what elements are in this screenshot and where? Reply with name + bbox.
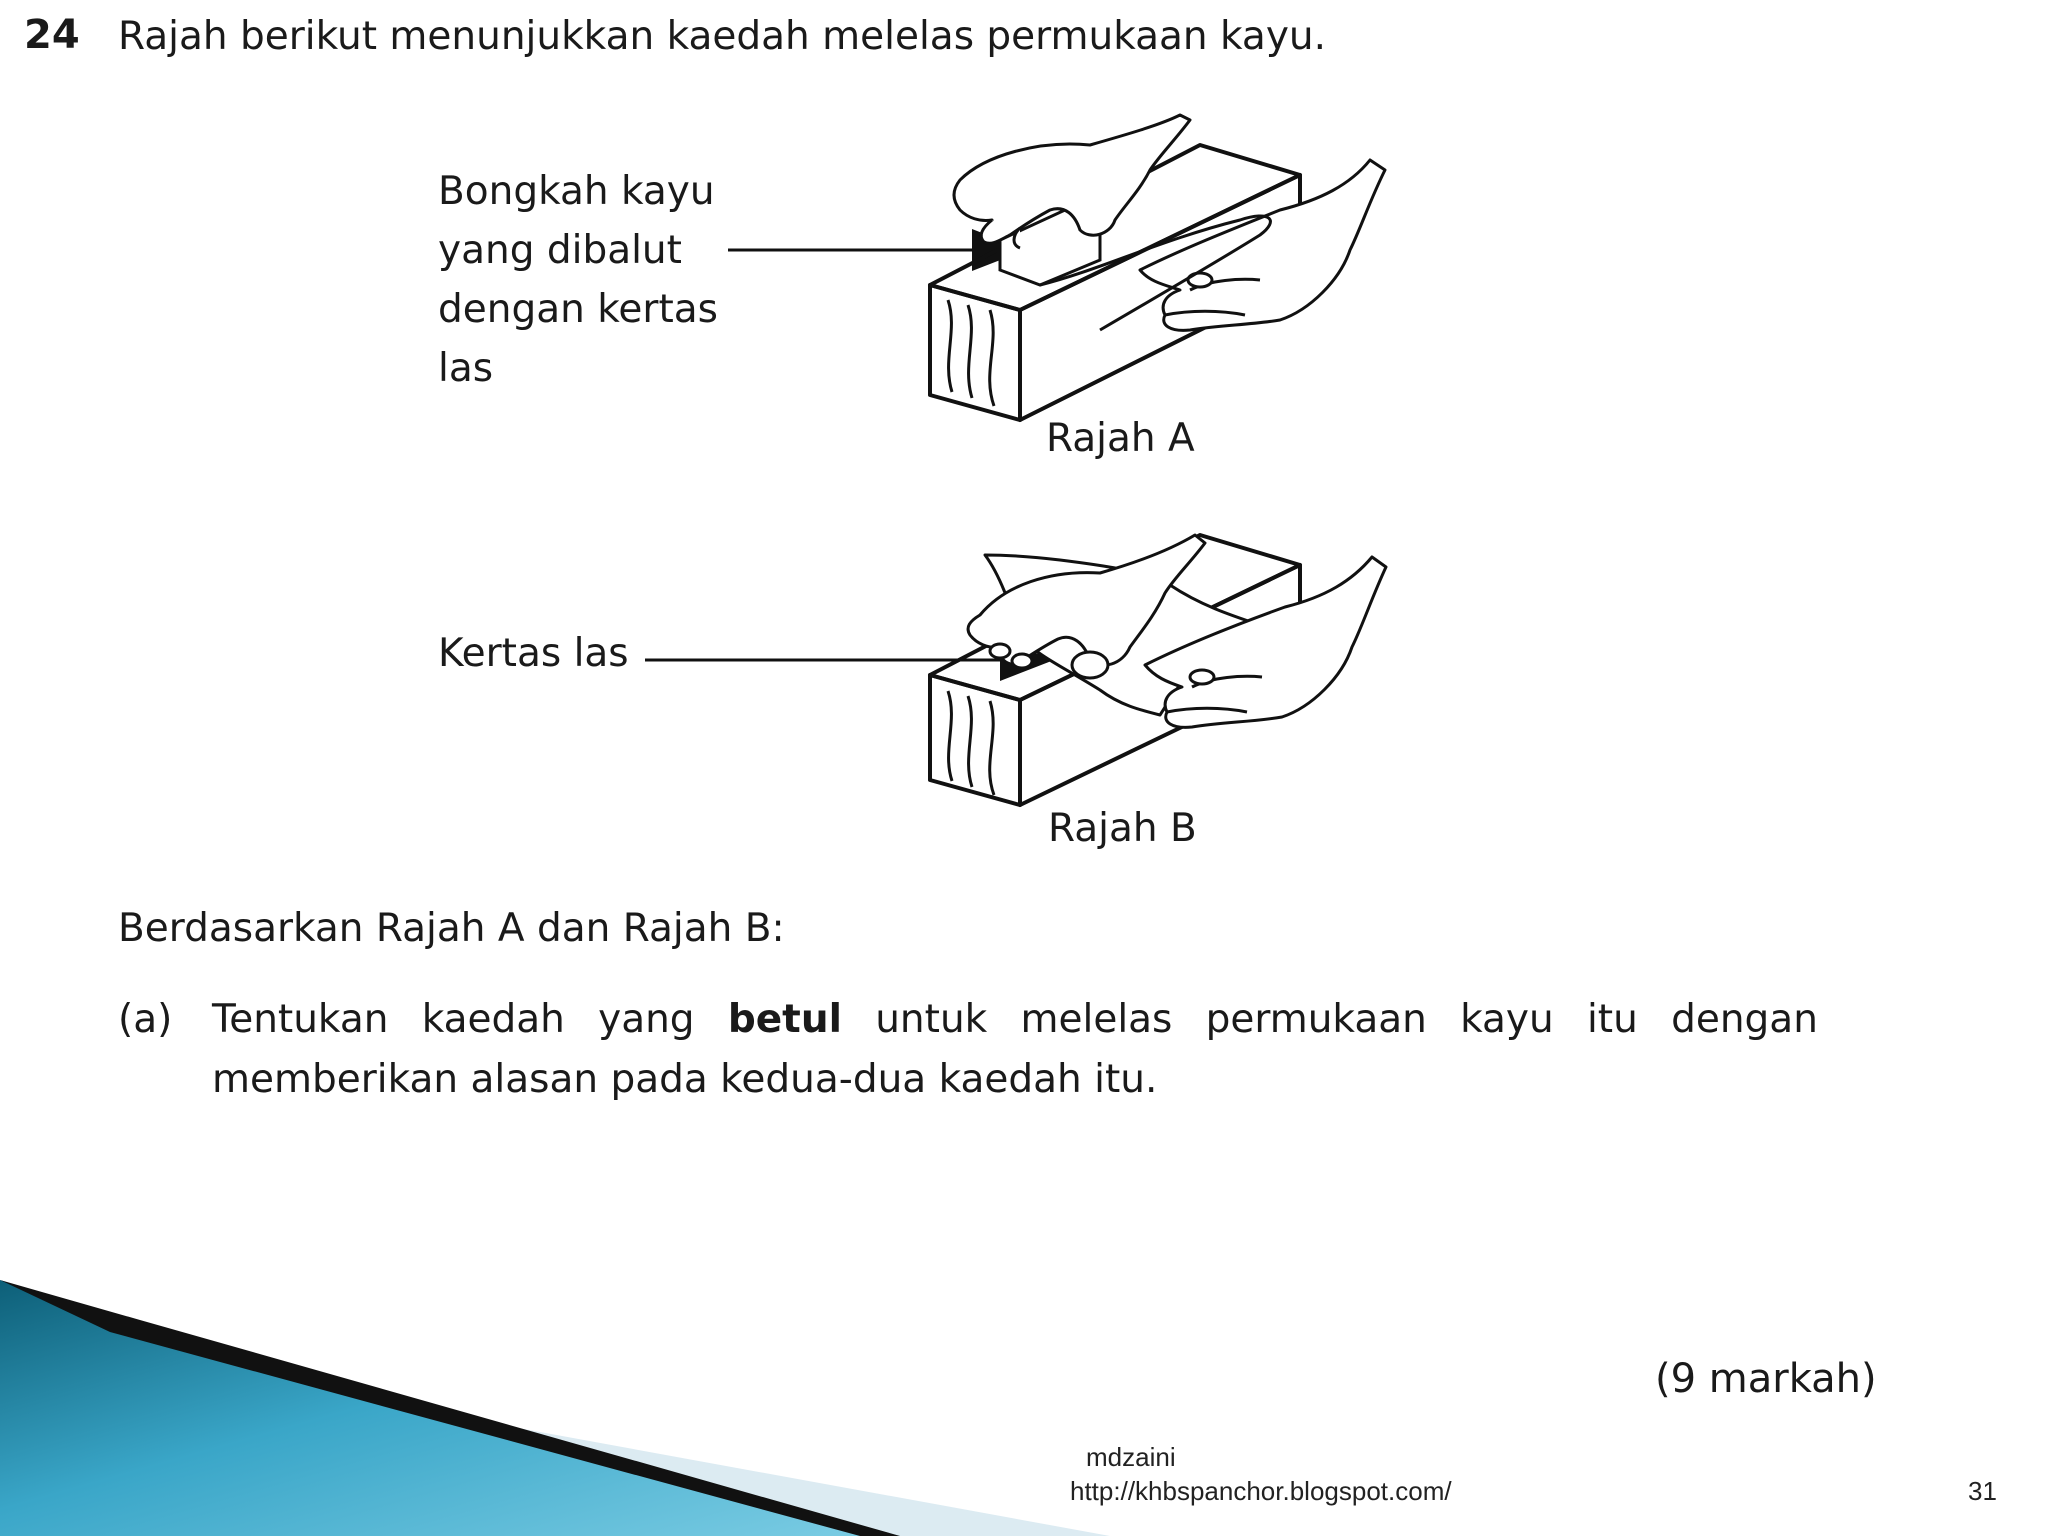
figure-b-illustration	[640, 515, 1420, 835]
marks-label: (9 markah)	[1655, 1356, 1877, 1402]
figure-b-label: Kertas las	[438, 631, 629, 676]
word: Tentukan	[212, 997, 389, 1042]
word: permukaan	[1205, 997, 1427, 1042]
word: kaedah	[421, 997, 565, 1042]
part-a-marker: (a)	[118, 997, 173, 1042]
figure-b-caption: Rajah B	[1048, 806, 1197, 851]
word: kayu	[1460, 997, 1554, 1042]
part-a-text	[212, 990, 1818, 1110]
part-a-line-2: memberikan alasan pada kedua-dua kaedah itu.	[212, 1057, 1158, 1102]
footer-url[interactable]: http://khbspanchor.blogspot.com/	[1070, 1476, 1452, 1506]
figure-a-illustration	[720, 110, 1420, 440]
right-hand-a	[1140, 160, 1385, 330]
word: melelas	[1020, 997, 1173, 1042]
figure-a-label-line: Bongkah kayu	[438, 169, 715, 214]
figure-a-caption: Rajah A	[1046, 416, 1195, 461]
question-number: 24	[24, 12, 80, 58]
figure-a-label-line: yang dibalut	[438, 228, 682, 273]
figure-a-label	[438, 162, 718, 398]
word: dengan	[1671, 997, 1818, 1042]
page-number: 31	[1968, 1476, 1997, 1506]
question-stem: Rajah berikut menunjukkan kaedah melelas permukaan kayu.	[118, 14, 1327, 59]
intro-text: Berdasarkan Rajah A dan Rajah B:	[118, 906, 785, 951]
word: itu	[1586, 997, 1638, 1042]
figure-a-label-line: las	[438, 346, 494, 391]
slide-corner-decoration	[0, 1280, 1110, 1536]
figure-a-label-line: dengan kertas	[438, 287, 718, 332]
word: untuk	[875, 997, 988, 1042]
emphasis-word: betul	[727, 997, 842, 1042]
part-a-line-1	[212, 990, 1818, 1050]
word: yang	[598, 997, 695, 1042]
footer-author: mdzaini	[1086, 1442, 1176, 1472]
